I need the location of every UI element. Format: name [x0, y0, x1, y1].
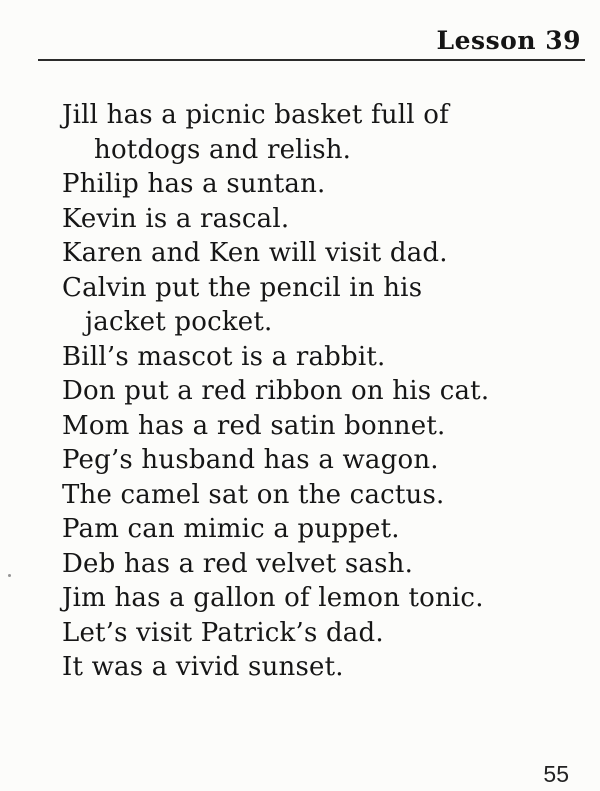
lesson-title: Lesson 39 [436, 26, 581, 55]
text-line: Peg’s husband has a wagon. [62, 445, 439, 475]
text-line: Mom has a red satin bonnet. [62, 410, 446, 441]
header-rule [38, 59, 585, 61]
text-line: Let’s visit Patrick’s dad. [62, 617, 384, 648]
text-line: Jim has a gallon of lemon tonic. [62, 583, 484, 613]
text-line: Kevin is a rascal. [62, 203, 290, 234]
text-line: Calvin put the pencil in his [62, 272, 423, 303]
text-line: Pam can mimic a puppet. [62, 514, 400, 544]
text-line: Don put a red ribbon on his cat. [62, 376, 490, 406]
text-line-wrapped: jacket pocket. [85, 307, 273, 337]
page-number: 55 [543, 761, 569, 787]
text-line: Karen and Ken will visit dad. [62, 238, 448, 268]
sentence-list [62, 98, 572, 685]
text-line: Philip has a suntan. [62, 169, 326, 199]
text-line: The camel sat on the cactus. [62, 479, 445, 510]
scan-artifact-dot [8, 574, 11, 577]
text-line: Deb has a red velvet sash. [62, 548, 414, 579]
text-line: It was a vivid sunset. [62, 652, 344, 682]
text-line-wrapped: hotdogs and relish. [94, 134, 352, 165]
text-line: Jill has a picnic basket full of [62, 100, 449, 130]
text-line: Bill’s mascot is a rabbit. [62, 341, 386, 372]
